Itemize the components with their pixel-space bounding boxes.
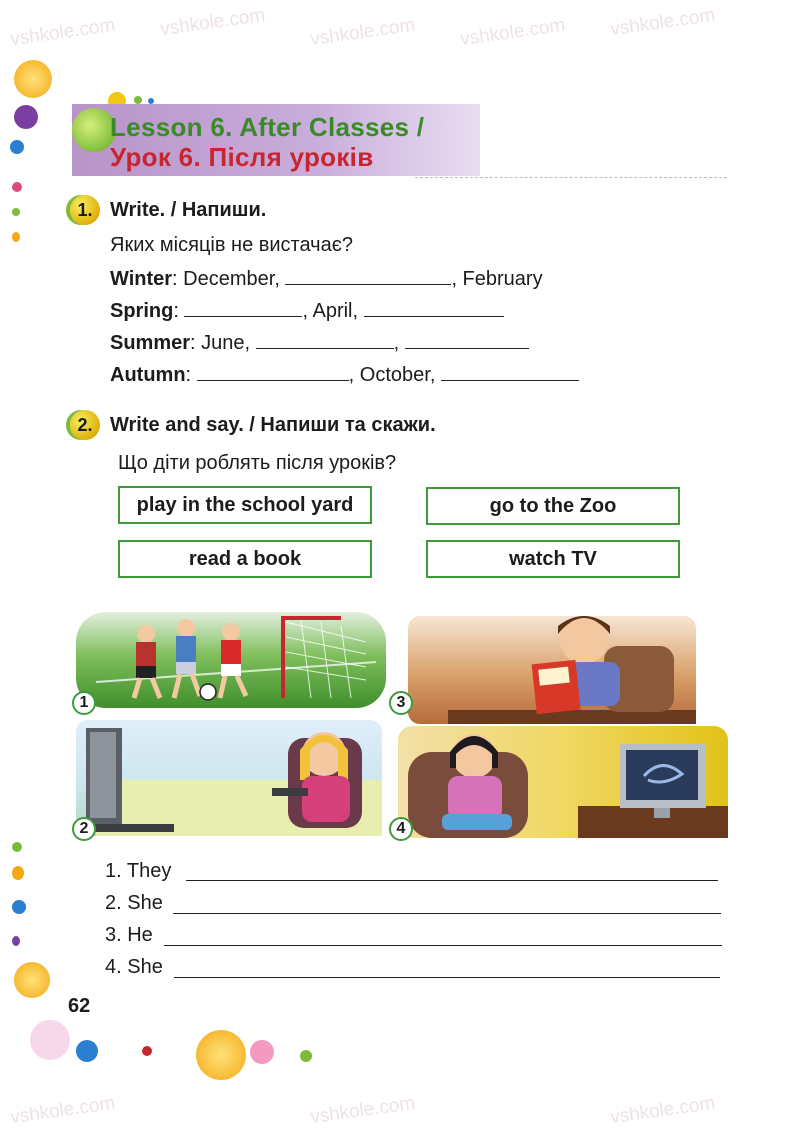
phrase-box[interactable]: watch TV <box>426 540 680 578</box>
answer-label: 1. They <box>105 860 172 882</box>
exercise-2-question: Що діти роблять після уроків? <box>118 452 397 474</box>
row-text: , April, <box>302 300 364 322</box>
decor-dot <box>30 1020 70 1060</box>
picture-football <box>76 612 386 708</box>
row-text: , October, <box>348 364 441 386</box>
exercise-1-heading: Write. / Напиши. <box>110 199 267 221</box>
watermark: vshkole.com <box>308 1092 417 1129</box>
row-text: : June, <box>190 332 256 354</box>
lesson-title-ua: Урок 6. Після уроків <box>110 142 374 172</box>
picture-remote <box>398 726 728 838</box>
picture-number: 4 <box>389 817 413 841</box>
watermark: vshkole.com <box>458 14 567 51</box>
decor-dot <box>134 96 142 104</box>
exercise-2-badge: 2. <box>70 410 100 440</box>
answer-blank[interactable] <box>405 330 529 349</box>
exercise-1-badge: 1. <box>70 195 100 225</box>
answer-blank[interactable] <box>441 362 579 381</box>
season-label: Winter <box>110 268 173 290</box>
decor-dot <box>14 60 52 98</box>
phrase-box[interactable]: read a book <box>118 540 372 578</box>
answer-line[interactable] <box>186 880 718 881</box>
decor-dot <box>12 182 22 192</box>
answer-blank[interactable] <box>197 362 349 381</box>
answer-line[interactable] <box>173 913 721 914</box>
picture-number: 3 <box>389 691 413 715</box>
exercise-1-question: Яких місяців не вистачає? <box>110 234 354 256</box>
decor-dot <box>142 1046 152 1056</box>
answer-label: 3. He <box>105 924 153 946</box>
decor-dot <box>12 232 20 242</box>
lesson-title-en-text: Lesson 6. After Classes / <box>110 112 425 142</box>
picture-number: 2 <box>72 817 96 841</box>
decor-dot <box>12 842 22 852</box>
watermark: vshkole.com <box>8 14 117 51</box>
answer-blank[interactable] <box>184 298 302 317</box>
answer-blank[interactable] <box>285 266 451 285</box>
decor-dot <box>12 936 20 946</box>
answer-label: 4. She <box>105 956 163 978</box>
answer-line[interactable] <box>164 945 722 946</box>
phrase-box[interactable]: go to the Zoo <box>426 487 680 525</box>
summer-row <box>110 330 529 355</box>
row-text: : <box>173 300 185 322</box>
answer-label: 2. She <box>105 892 163 914</box>
decor-dot <box>76 1040 98 1062</box>
watermark: vshkole.com <box>308 14 417 51</box>
answer-blank[interactable] <box>256 330 394 349</box>
decor-dot <box>14 962 50 998</box>
row-text: : <box>185 364 197 386</box>
decor-dot <box>196 1030 246 1080</box>
season-label: Autumn <box>110 364 186 386</box>
winter-row <box>110 266 543 291</box>
watermark: vshkole.com <box>608 4 717 41</box>
spring-row <box>110 298 504 323</box>
decor-dot <box>12 208 20 216</box>
picture-watching-tv <box>76 720 382 836</box>
row-text: , <box>393 332 405 354</box>
decor-dot <box>12 866 24 880</box>
decor-dot <box>14 105 38 129</box>
row-text: : December, <box>172 268 286 290</box>
season-label: Summer <box>110 332 191 354</box>
answer-blank[interactable] <box>364 298 504 317</box>
watermark: vshkole.com <box>158 4 267 41</box>
answer-line[interactable] <box>174 977 720 978</box>
title-divider <box>415 177 727 178</box>
autumn-row <box>110 362 579 387</box>
decor-dot <box>10 140 24 154</box>
exercise-2-heading: Write and say. / Напиши та скажи. <box>110 414 436 436</box>
picture-reading <box>408 606 696 724</box>
lesson-title-en <box>110 112 424 143</box>
row-text: , February <box>451 268 543 290</box>
phrase-box[interactable]: play in the school yard <box>118 486 372 524</box>
picture-number: 1 <box>72 691 96 715</box>
watermark: vshkole.com <box>608 1092 717 1129</box>
page-number: 62 <box>68 995 91 1017</box>
watermark: vshkole.com <box>8 1092 117 1129</box>
decor-dot <box>12 900 26 914</box>
season-label: Spring <box>110 300 174 322</box>
decor-dot <box>300 1050 312 1062</box>
decor-dot <box>250 1040 274 1064</box>
